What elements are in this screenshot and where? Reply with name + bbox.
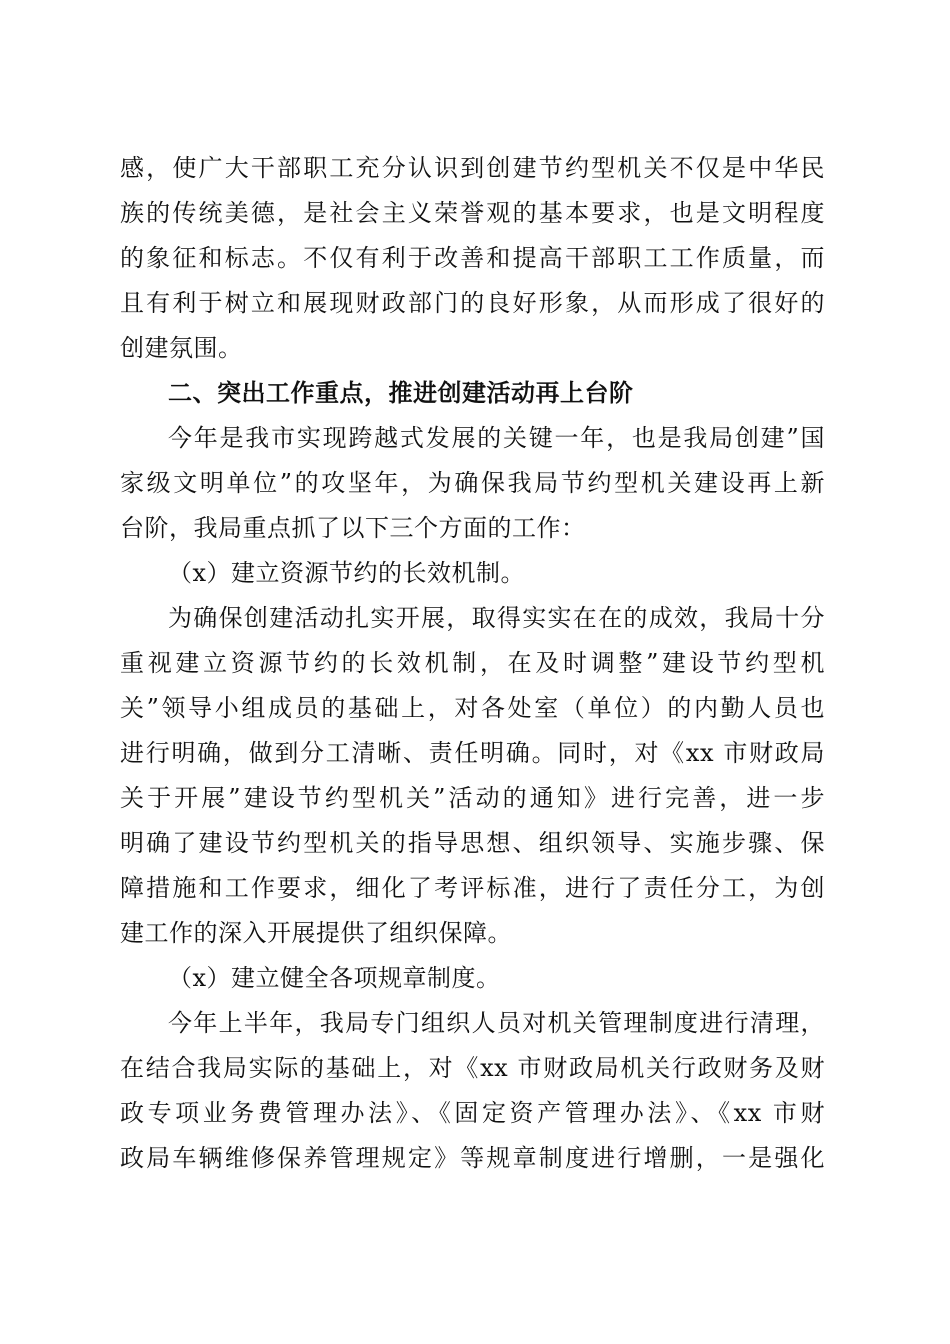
paragraph-continuation — [120, 146, 825, 371]
text-line: 的象征和标志。不仅有利于改善和提高干部职工工作质量，而 — [120, 244, 825, 272]
text-line: 家级文明单位”的攻坚年，为确保我局节约型机关建设再上新 — [120, 469, 825, 497]
text-line: 今年是我市实现跨越式发展的关键一年，也是我局创建”国 — [168, 424, 825, 452]
section-heading — [120, 371, 825, 416]
text-line: 创建氛围。 — [120, 334, 243, 362]
subheading-line: （x）建立健全各项规章制度。 — [168, 964, 501, 992]
paragraph-intro — [120, 416, 825, 551]
paragraph-regulations — [120, 1001, 825, 1181]
text-line: 明确了建设节约型机关的指导思想、组织领导、实施步骤、保 — [120, 829, 825, 857]
text-line: 建工作的深入开展提供了组织保障。 — [120, 919, 512, 947]
text-line: 在结合我局实际的基础上，对《xx 市财政局机关行政财务及财 — [120, 1054, 825, 1082]
subheading-line: （x）建立资源节约的长效机制。 — [168, 559, 526, 587]
text-line: 政局车辆维修保养管理规定》等规章制度进行增删，一是强化 — [120, 1144, 825, 1172]
heading-line: 二、突出工作重点，推进创建活动再上台阶 — [168, 379, 634, 407]
text-line: 且有利于树立和展现财政部门的良好形象，从而形成了很好的 — [120, 289, 825, 317]
document-body — [120, 146, 825, 1181]
text-line: 今年上半年，我局专门组织人员对机关管理制度进行清理， — [168, 1009, 825, 1037]
subsection-heading — [120, 551, 825, 596]
subsection-heading — [120, 956, 825, 1001]
text-line: 关”领导小组成员的基础上，对各处室（单位）的内勤人员也 — [120, 694, 825, 722]
text-line: 障措施和工作要求，细化了考评标准，进行了责任分工，为创 — [120, 874, 825, 902]
text-line: 政专项业务费管理办法》、《固定资产管理办法》、《xx 市财 — [120, 1099, 825, 1127]
text-line: 族的传统美德，是社会主义荣誉观的基本要求，也是文明程度 — [120, 199, 825, 227]
text-line: 为确保创建活动扎实开展，取得实实在在的成效，我局十分 — [168, 604, 825, 632]
text-line: 感，使广大干部职工充分认识到创建节约型机关不仅是中华民 — [120, 154, 825, 182]
text-line: 进行明确，做到分工清晰、责任明确。同时，对《xx 市财政局 — [120, 739, 825, 767]
text-line: 关于开展”建设节约型机关”活动的通知》进行完善，进一步 — [120, 784, 825, 812]
text-line: 台阶，我局重点抓了以下三个方面的工作： — [120, 514, 586, 542]
paragraph-mechanism — [120, 596, 825, 956]
text-line: 重视建立资源节约的长效机制，在及时调整”建设节约型机 — [120, 649, 825, 677]
